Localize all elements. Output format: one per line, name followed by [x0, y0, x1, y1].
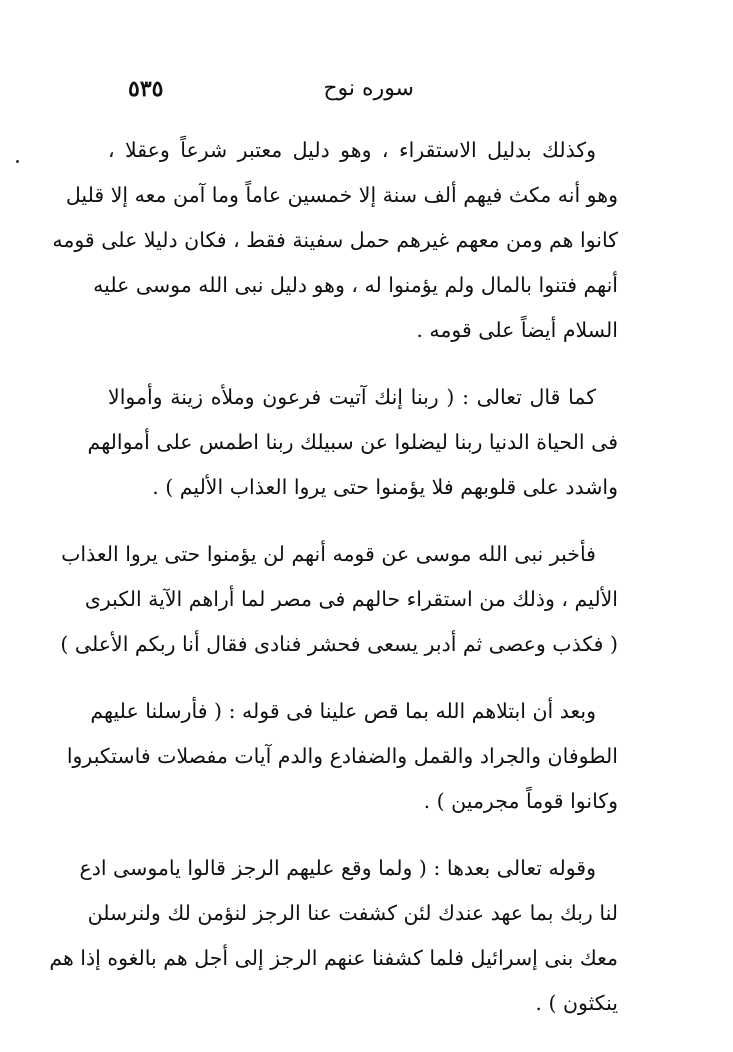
text-line: ( فكذب وعصى ثم أدبر يسعى فحشر فنادى فقال أنا ربكم الأعلى )	[60, 632, 618, 656]
text-line: كانوا هم ومن معهم غيرهم حمل سفينة فقط ، فكان دليلا على قومه	[52, 228, 618, 252]
text-line: لنا ربك بما عهد عندك لئن كشفت عنا الرجز لنؤمن لك ولنرسلن	[87, 901, 618, 925]
text-line: أنهم فتنوا بالمال ولم يؤمنوا له ، وهو دليل نبى الله موسى عليه	[93, 273, 618, 297]
paragraph-1	[52, 128, 618, 353]
paragraph-5	[49, 846, 618, 1026]
text-line: السلام أيضاً على قومه .	[416, 318, 618, 342]
running-title: سوره نوح	[323, 76, 414, 101]
text-line: فأخبر نبى الله موسى عن قومه أنهم لن يؤمنوا حتى يروا العذاب	[61, 542, 596, 566]
body-text	[49, 128, 618, 1048]
text-line: الأليم ، وذلك من استقراء حالهم فى مصر لما أراهم الآية الكبرى	[84, 587, 618, 611]
text-line: معك بنى إسرائيل فلما كشفنا عنهم الرجز إلى أجل هم بالغوه إذا هم	[49, 946, 618, 970]
text-line: وبعد أن ابتلاهم الله بما قص علينا فى قوله : ( فأرسلنا عليهم	[90, 699, 596, 723]
paragraph-4	[66, 689, 618, 824]
text-line: كما قال تعالى : ( ربنا إنك آتيت فرعون وملأه زينة وأموالا	[108, 385, 596, 409]
text-line: فى الحياة الدنيا ربنا ليضلوا عن سبيلك ربنا اطمس على أموالهم	[87, 430, 618, 454]
text-line: وكانوا قوماً مجرمين ) .	[423, 789, 618, 813]
text-line: واشدد على قلوبهم فلا يؤمنوا حتى يروا العذاب الأليم ) .	[152, 475, 618, 499]
text-line: وهو أنه مكث فيهم ألف سنة إلا خمسين عاماً وما آمن معه إلا قليل	[65, 183, 618, 207]
text-line: وكذلك بدليل الاستقراء ، وهو دليل معتبر شرعاً وعقلا ،	[108, 138, 596, 162]
paragraph-2	[87, 375, 618, 510]
text-line: وقوله تعالى بعدها : ( ولما وقع عليهم الرجز قالوا ياموسى ادع	[79, 856, 596, 880]
page-header	[128, 72, 604, 112]
text-line: ينكثون ) .	[535, 991, 618, 1015]
paragraph-3	[60, 532, 618, 667]
text-line: الطوفان والجراد والقمل والضفادع والدم آيات مفصلات فاستكبروا	[66, 744, 618, 768]
margin-speck	[16, 160, 19, 163]
page-number: ٥٣٥	[128, 76, 164, 102]
